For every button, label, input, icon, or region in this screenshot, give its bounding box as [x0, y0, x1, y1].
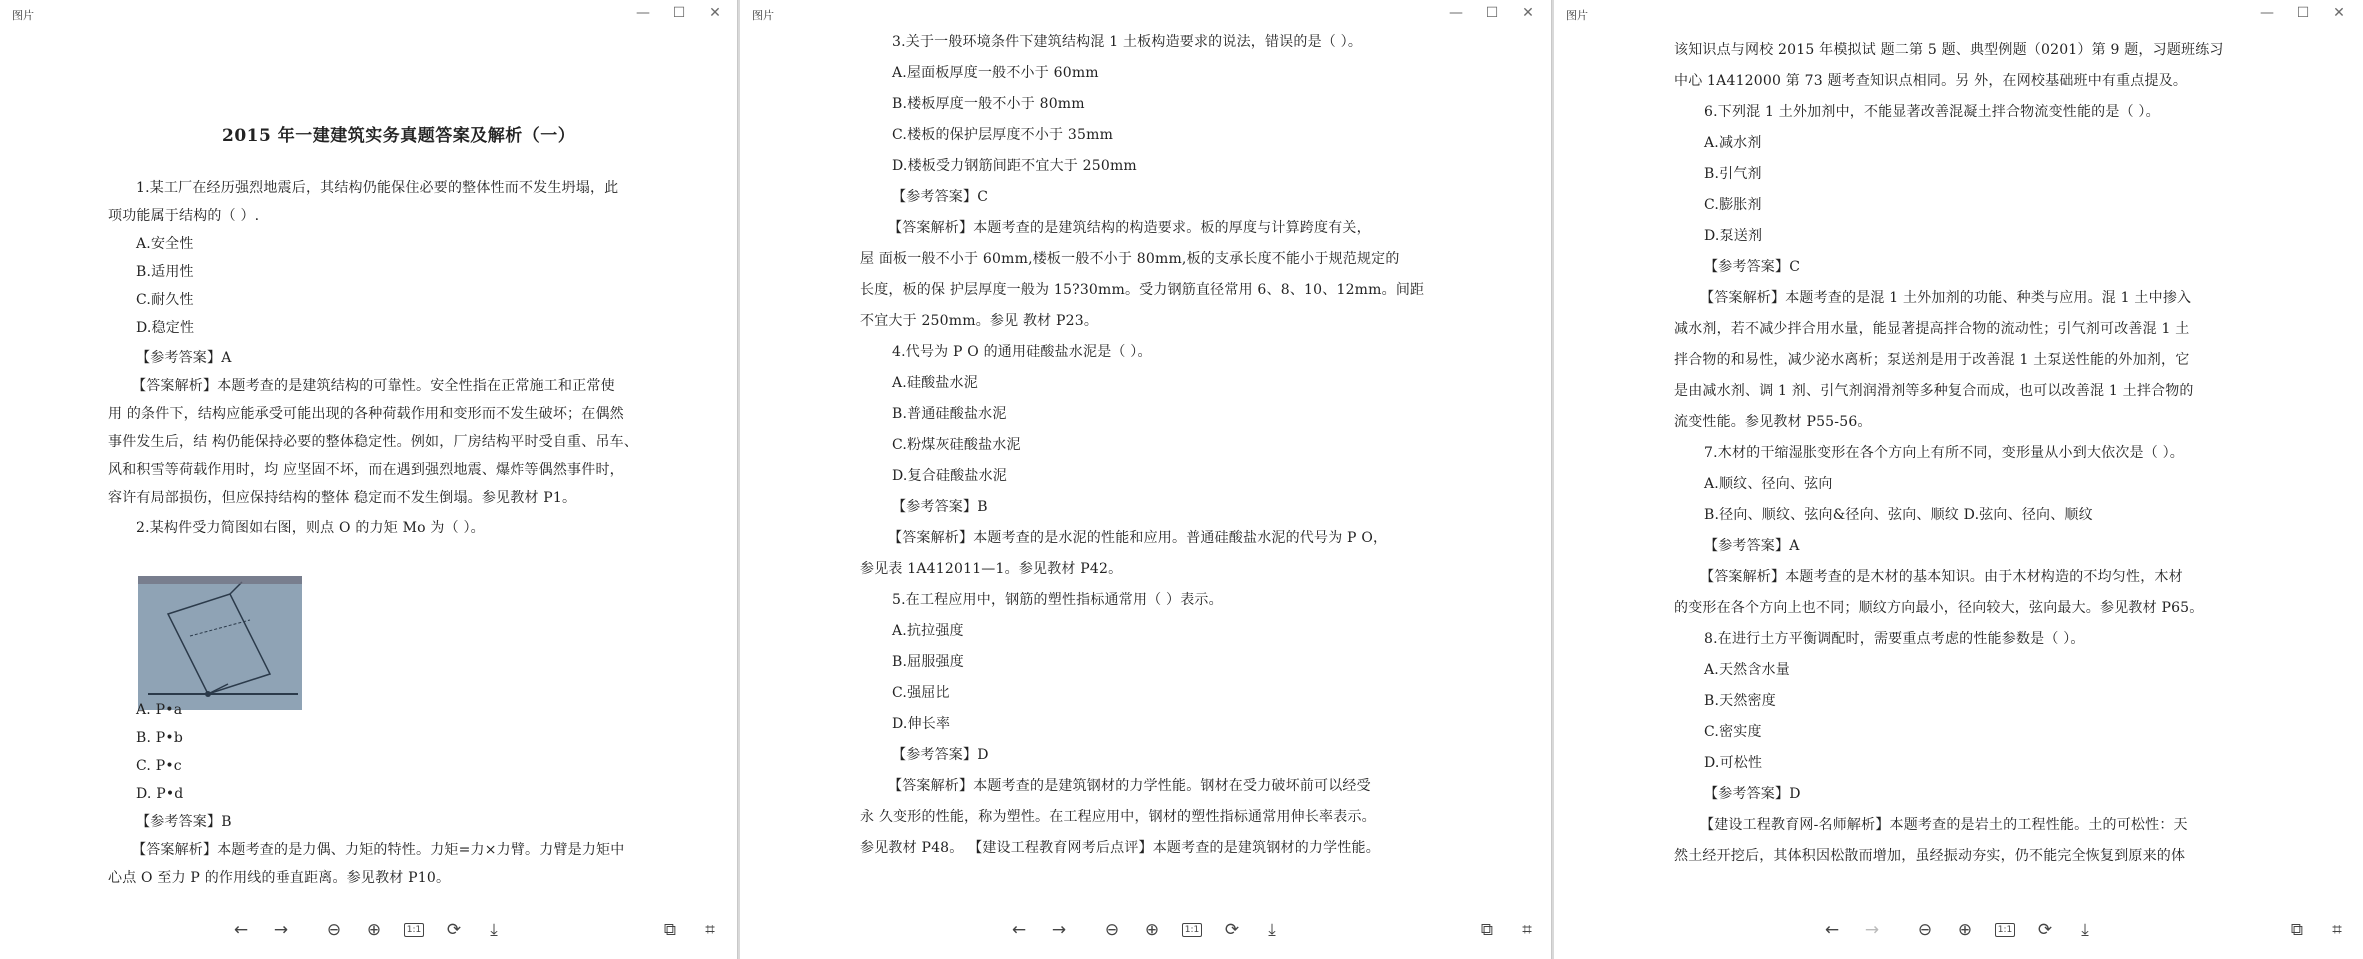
text-line: 3.关于一般环境条件下建筑结构混 1 土板构造要求的说法，错误的是（ ）。: [892, 34, 1363, 50]
text-line: C.楼板的保护层厚度不小于 35mm: [892, 127, 1114, 143]
actual-size-icon[interactable]: 1:1: [1180, 918, 1204, 942]
text-line: A.安全性: [136, 236, 194, 252]
text-line: A.天然含水量: [1704, 662, 1790, 678]
text-line: D.可松性: [1704, 755, 1763, 771]
copy-icon[interactable]: ⧉: [663, 920, 677, 940]
maximize-icon[interactable]: ☐: [672, 5, 686, 21]
text-line: C.粉煤灰硅酸盐水泥: [892, 437, 1021, 453]
rotate-icon[interactable]: ⟳: [446, 920, 462, 940]
zoom-in-icon[interactable]: ⊕: [366, 920, 382, 940]
document-page: [740, 26, 1551, 901]
text-line: B. P•b: [136, 730, 184, 746]
text-line: 风和积雪等荷载作用时，均 应坚固不坏，而在遇到强烈地震、爆炸等偶然事件时，: [108, 462, 624, 478]
text-line: 流变性能。参见教材 P55-56。: [1674, 414, 1872, 430]
text-line: A.顺纹、径向、弦向: [1704, 476, 1833, 492]
maximize-icon[interactable]: ☐: [1485, 5, 1499, 21]
text-line: 【参考答案】B: [136, 814, 232, 830]
text-line: 参见表 1A412011—1。参见教材 P42。: [860, 561, 1123, 577]
text-line: 【答案解析】本题考查的是建筑结构的可靠性。安全性指在正常施工和正常使: [132, 378, 615, 394]
force-diagram-sketch: [138, 576, 302, 710]
copy-icon[interactable]: ⧉: [2290, 920, 2304, 940]
text-line: C.膨胀剂: [1704, 197, 1762, 213]
text-line: C. P•c: [136, 758, 182, 774]
text-line: 参见教材 P48。 【建设工程教育网考后点评】本题考查的是建筑钢材的力学性能。: [860, 840, 1380, 856]
text-line: 【答案解析】本题考查的是水泥的性能和应用。普通硅酸盐水泥的代号为 P O，: [888, 530, 1388, 546]
actual-size-icon[interactable]: 1:1: [1993, 918, 2017, 942]
text-line: C.耐久性: [136, 292, 194, 308]
text-line: 【建设工程教育网-名师解析】本题考查的是岩土的工程性能。土的可松性：天: [1700, 817, 2188, 833]
zoom-out-icon[interactable]: ⊖: [326, 920, 342, 940]
viewer-toolbar: [1554, 901, 2363, 959]
text-line: D.复合硅酸盐水泥: [892, 468, 1007, 484]
text-line: A.屋面板厚度一般不小于 60mm: [892, 65, 1099, 81]
actual-size-icon[interactable]: 1:1: [402, 918, 426, 942]
rotate-icon[interactable]: ⟳: [1224, 920, 1240, 940]
close-icon[interactable]: ✕: [2333, 5, 2345, 21]
next-icon[interactable]: →: [1864, 920, 1880, 940]
zoom-in-icon[interactable]: ⊕: [1144, 920, 1160, 940]
download-icon[interactable]: ⤓: [2081, 920, 2089, 940]
zoom-out-icon[interactable]: ⊖: [1104, 920, 1120, 940]
zoom-in-icon[interactable]: ⊕: [1957, 920, 1973, 940]
minimize-icon[interactable]: —: [636, 5, 650, 21]
text-line: 【参考答案】A: [136, 350, 232, 366]
download-icon[interactable]: ⤓: [490, 920, 498, 940]
text-line: 中心 1A412000 第 73 题考查知识点相同。另 外，在网校基础班中有重点提及。: [1674, 73, 2188, 89]
text-line: 是由减水剂、调 1 剂、引气剂润滑剂等多种复合而成，也可以改善混 1 土拌合物的: [1674, 383, 2194, 399]
zoom-out-icon[interactable]: ⊖: [1917, 920, 1933, 940]
text-line: 2.某构件受力简图如右图，则点 O 的力矩 Mo 为（ ）。: [136, 520, 485, 536]
text-line: 【参考答案】C: [892, 189, 989, 205]
titlebar[interactable]: [0, 0, 737, 26]
text-line: D.伸长率: [892, 716, 951, 732]
ocr-icon[interactable]: ⌗: [705, 920, 715, 940]
text-line: 然土经开挖后，其体积因松散而增加，虽经振动夯实，仍不能完全恢复到原来的体: [1674, 848, 2186, 864]
text-line: 【答案解析】本题考查的是木材的基本知识。由于木材构造的不均匀性，木材: [1700, 569, 2183, 585]
text-line: B.楼板厚度一般不小于 80mm: [892, 96, 1085, 112]
text-line: C.密实度: [1704, 724, 1762, 740]
viewer-toolbar: [740, 901, 1551, 959]
next-icon[interactable]: →: [1051, 920, 1067, 940]
text-line: B.普通硅酸盐水泥: [892, 406, 1007, 422]
force-diagram-image: [138, 576, 302, 710]
viewer-window-3: [1554, 0, 2363, 959]
text-line: B.适用性: [136, 264, 194, 280]
text-line: 屋 面板一般不小于 60mm,楼板一般不小于 80mm,板的支承长度不能小于规范规定的: [860, 251, 1400, 267]
text-line: 7.木材的干缩湿胀变形在各个方向上有所不同，变形量从小到大依次是（ ）。: [1704, 445, 2185, 461]
text-line: 【参考答案】D: [892, 747, 989, 763]
text-line: A.减水剂: [1704, 135, 1762, 151]
copy-icon[interactable]: ⧉: [1480, 920, 1494, 940]
text-line: 【答案解析】本题考查的是混 1 土外加剂的功能、种类与应用。混 1 土中掺入: [1700, 290, 2192, 306]
rotate-icon[interactable]: ⟳: [2037, 920, 2053, 940]
text-line: 减水剂，若不减少拌合用水量，能显著提高拌合物的流动性；引气剂可改善混 1 土: [1674, 321, 2190, 337]
titlebar[interactable]: [1554, 0, 2363, 26]
close-icon[interactable]: ✕: [1522, 5, 1534, 21]
text-line: 5.在工程应用中，钢筋的塑性指标通常用（ ）表示。: [892, 592, 1223, 608]
text-line: D.楼板受力钢筋间距不宜大于 250mm: [892, 158, 1137, 174]
text-line: C.强屈比: [892, 685, 950, 701]
text-line: 用 的条件下，结构应能承受可能出现的各种荷载作用和变形而不发生破坏；在偶然: [108, 406, 624, 422]
text-line: 的变形在各个方向上也不同；顺纹方向最小，径向较大，弦向最大。参见教材 P65。: [1674, 600, 2204, 616]
ocr-icon[interactable]: ⌗: [1522, 920, 1532, 940]
text-line: B.天然密度: [1704, 693, 1776, 709]
titlebar[interactable]: [740, 0, 1551, 26]
text-line: B.径向、顺纹、弦向&径向、弦向、顺纹 D.弦向、径向、顺纹: [1704, 507, 2093, 523]
text-line: 【答案解析】本题考查的是建筑结构的构造要求。板的厚度与计算跨度有关，: [888, 220, 1371, 236]
download-icon[interactable]: ⤓: [1268, 920, 1276, 940]
text-line: A.硅酸盐水泥: [892, 375, 978, 391]
text-line: 【参考答案】A: [1704, 538, 1800, 554]
text-line: D. P•d: [136, 786, 184, 802]
prev-icon[interactable]: ←: [1011, 920, 1027, 940]
text-line: 心点 O 至力 P 的作用线的垂直距离。参见教材 P10。: [108, 870, 451, 886]
viewer-window-2: [740, 0, 1552, 959]
viewer-window-1: [0, 0, 738, 959]
text-line: A. P•a: [136, 702, 183, 718]
text-line: B.引气剂: [1704, 166, 1762, 182]
prev-icon[interactable]: ←: [233, 920, 249, 940]
text-line: 拌合物的和易性，减少泌水离析；泵送剂是用于改善混 1 土泵送性能的外加剂，它: [1674, 352, 2190, 368]
text-line: 8.在进行土方平衡调配时，需要重点考虑的性能参数是（ ）。: [1704, 631, 2085, 647]
text-line: 长度，板的保 护层厚度一般为 15?30mm。受力钢筋直径常用 6、8、10、12mm。间距: [860, 282, 1425, 298]
text-line: 【参考答案】D: [1704, 786, 1801, 802]
window-title: 图片: [752, 9, 774, 22]
maximize-icon[interactable]: ☐: [2296, 5, 2310, 21]
text-line: 【参考答案】B: [892, 499, 988, 515]
text-line: 容许有局部损伤，但应保持结构的整体 稳定而不发生倒塌。参见教材 P1。: [108, 490, 577, 506]
text-line: D.稳定性: [136, 320, 195, 336]
text-line: 4.代号为 P O 的通用硅酸盐水泥是（ ）。: [892, 344, 1152, 360]
text-line: 该知识点与网校 2015 年模拟试 题二第 5 题、典型例题（0201）第 9 题，习题班练习: [1674, 42, 2224, 58]
text-line: 项功能属于结构的（ ）.: [108, 208, 260, 224]
ocr-icon[interactable]: ⌗: [2332, 920, 2342, 940]
text-line: A.抗拉强度: [892, 623, 964, 639]
text-line: 【答案解析】本题考查的是力偶、力矩的特性。力矩=力×力臂。力臂是力矩中: [132, 842, 625, 858]
window-title: 图片: [1566, 9, 1588, 22]
minimize-icon[interactable]: —: [1449, 5, 1463, 21]
text-line: 【答案解析】本题考查的是建筑钢材的力学性能。钢材在受力破坏前可以经受: [888, 778, 1371, 794]
text-line: 不宜大于 250mm。参见 教材 P23。: [860, 313, 1099, 329]
prev-icon[interactable]: ←: [1824, 920, 1840, 940]
document-page: [0, 26, 737, 901]
minimize-icon[interactable]: —: [2260, 5, 2274, 21]
page-title: 2015 年一建建筑实务真题答案及解析（一）: [222, 126, 576, 146]
viewer-toolbar: [0, 901, 737, 959]
text-line: 永 久变形的性能，称为塑性。在工程应用中，钢材的塑性指标通常用伸长率表示。: [860, 809, 1376, 825]
close-icon[interactable]: ✕: [709, 5, 721, 21]
document-page: [1554, 26, 2363, 901]
text-line: D.泵送剂: [1704, 228, 1763, 244]
text-line: 事件发生后，结 构仍能保持必要的整体稳定性。例如，厂房结构平时受自重、吊车、: [108, 434, 639, 450]
window-title: 图片: [12, 9, 34, 22]
text-line: B.屈服强度: [892, 654, 964, 670]
text-line: 【参考答案】C: [1704, 259, 1801, 275]
text-line: 6.下列混 1 土外加剂中，不能显著改善混凝土拌合物流变性能的是（ ）。: [1704, 104, 2160, 120]
text-line: 1.某工厂在经历强烈地震后，其结构仍能保住必要的整体性而不发生坍塌，此: [136, 180, 619, 196]
next-icon[interactable]: →: [273, 920, 289, 940]
